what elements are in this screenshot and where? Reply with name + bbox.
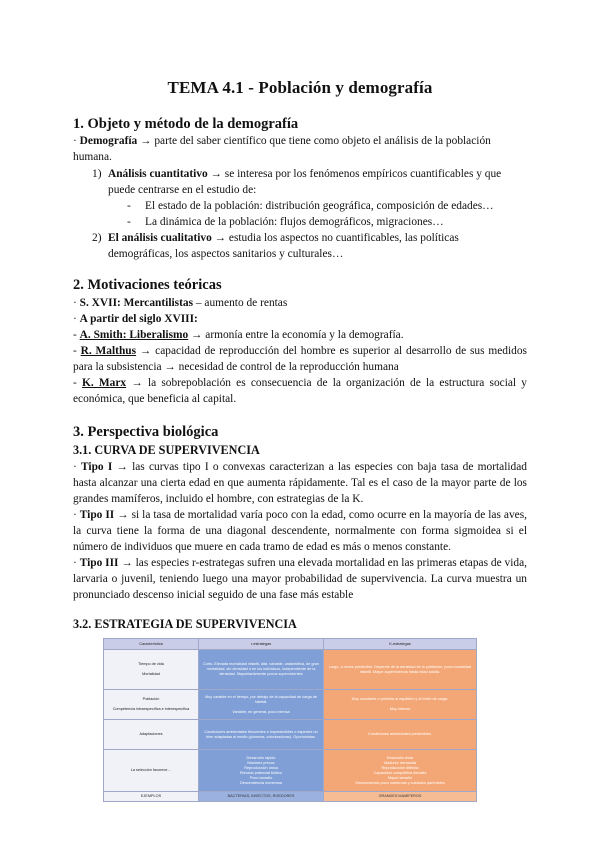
item-2-line1	[108, 230, 459, 246]
tipo-2-text: → si la tasa de mortalidad varía poco con la edad, como ocurre en la mayoría de las aves, la curva tiene la forma de una diagonal descendente, normalmente con forma sigmoidea si el número de individuos que muere en cada tramo de edad es más o menos constante.	[73, 509, 527, 553]
table-header-r: r-estrategas	[199, 639, 324, 650]
table-cell: Adaptaciones	[104, 720, 199, 750]
table-cell: Desarrollo lento Madurez retrasada Reproducción diferida Capacidad competitiva elevada Mayor tamaño Descendencia poco numerosa y cuidados parentales	[324, 750, 477, 792]
section-2-heading: 2. Motivaciones teóricas	[73, 277, 222, 293]
smith-text: → armonía entre la economía y la demografía.	[188, 329, 404, 341]
term-tipo-3: Tipo III	[79, 557, 119, 569]
table-row	[104, 750, 477, 792]
sub-item-1: El estado de la población: distribución geográfica, composición de edades…	[145, 200, 494, 212]
item-1-line1	[108, 166, 501, 182]
table-cell: Largo, a veces predecible. Depende de la densidad de la población; poca mortalidad infantil. Mayor supervivencia hasta edad adulta.	[324, 650, 477, 690]
mercantilistas-line: · S. XVII: Mercantilistas – aumento de rentas	[73, 297, 288, 309]
item-2-number: 2)	[92, 232, 102, 244]
term-tipo-1: Tipo I	[81, 461, 113, 473]
section-3-2-heading: 3.2. ESTRATEGIA DE SUPERVIVENCIA	[73, 617, 297, 631]
item-2-line2: demográficas, los aspectos sanitarios y culturales…	[108, 248, 344, 260]
siglo-xviii-line: · A partir del siglo XVIII:	[73, 313, 198, 325]
sub-item-2: La dinámica de la población: flujos demográficos, migraciones…	[145, 216, 444, 228]
term-siglo-xviii: A partir del siglo XVIII:	[79, 313, 198, 325]
section-1-heading: 1. Objeto y método de la demografía	[73, 116, 299, 132]
marx-paragraph: - K. Marx → la sobrepoblación es consecuencia de la organización de la estructura social y económica, que beneficia al capital.	[73, 377, 527, 405]
table-row	[104, 650, 477, 690]
page-title: TEMA 4.1 - Población y demografía	[167, 78, 433, 97]
table-cell: GRANDES MAMÍFEROS	[324, 792, 477, 802]
tipo-2-paragraph: · Tipo II → si la tasa de mortalidad varía poco con la edad, como ocurre en la mayoría de las aves, la curva tiene la forma de una diagonal descendente, normalmente con forma sigmoidea si el número de individuos que muere en cada tramo de edad es más o menos constante.	[73, 509, 527, 553]
tipo-3-paragraph: · Tipo III → las especies r-estrategas sufren una elevada mortalidad en las primeras etapas de vida, larvaria o juvenil, teniendo luego una mayor probabilidad de supervivencia. La curva muestra un pronunciado descenso inicial seguido de una fase más estable	[73, 557, 527, 601]
malthus-text: → capacidad de reproducción del hombre es superior al desarrollo de sus medidos para la subsistencia → necesidad de control de la reproducción humana	[73, 345, 527, 373]
table-cell: Corto. Elevada mortalidad infantil, alta, variable, catastrófica, de gran mortalidad, sin densidad o en los individuos, independiente de la densidad. Mayoritariamente pocos supervivientes	[199, 650, 324, 690]
tipo-1-paragraph: · Tipo I → las curvas tipo I o convexas caracterizan a las especies con baja tasa de mortalidad hasta alcanzar una cierta edad en que aumenta rápidamente. Tal es el caso de la mayor parte de los grandes mamíferos, incluido el hombre, con estrategias de la K.	[73, 461, 527, 505]
table-cell: Población Competencia intraespecífica e interespecífica	[104, 690, 199, 720]
table-header-k: K-estrategas	[324, 639, 477, 650]
term-marx: K. Marx	[82, 377, 127, 389]
term-analisis-cuantitativo: Análisis cuantitativo	[108, 168, 208, 180]
table-cell: Condiciones ambientales predecibles.	[324, 720, 477, 750]
item-2-text: → estudia los aspectos no cuantificables, las políticas	[211, 232, 459, 244]
table-cell: BACTERIAS, INSECTOS, ROEDORES	[199, 792, 324, 802]
term-tipo-2: Tipo II	[79, 509, 115, 521]
section-3-1-heading: 3.1. CURVA DE SUPERVIVENCIA	[73, 443, 260, 457]
demografia-text: → parte del saber científico que tiene como objeto el análisis de la población	[137, 135, 491, 147]
tipo-1-text: → las curvas tipo I o convexas caracterizan a las especies con baja tasa de mortalidad hasta alcanzar una cierta edad en que aumenta rápidamente. Tal es el caso de la mayor parte de los grandes mamíferos, incluido el hombre, con estrategias de la K.	[73, 461, 527, 505]
table-cell: Condiciones ambientales frecuentes e impredecibles o especies no bien adaptadas al medio (pioneras, colonizadoras). Oportunistas.	[199, 720, 324, 750]
table-cell: La selección favorece…	[104, 750, 199, 792]
demografia-definition-cont: humana.	[73, 151, 112, 163]
item-1-text: → se interesa por los fenómenos empíricos cuantificables y que	[207, 168, 502, 180]
tipo-3-text: → las especies r-estrategas sufren una elevada mortalidad en las primeras etapas de vida, larvaria o juvenil, teniendo luego una mayor probabilidad de supervivencia. La curva muestra un pronunciado descenso inicial seguido de una fase más estable	[73, 557, 527, 601]
demografia-definition: · Demografía → parte del saber científico que tiene como objeto el análisis de la población	[73, 135, 491, 147]
table-cell: Muy constante o próxima al equilibrio y al límite de carga. Muy intensa	[324, 690, 477, 720]
sub-item-1-dash: -	[127, 200, 131, 212]
term-smith: A. Smith: Liberalismo	[79, 329, 189, 341]
table-cell: Tiempo de vida Mortalidad	[104, 650, 199, 690]
term-mercantilistas: S. XVII: Mercantilistas	[79, 297, 194, 309]
term-malthus: R. Malthus	[80, 345, 137, 357]
table-cell: Muy variable en el tiempo, por debajo de la capacidad de carga de hábitat. Variable, en general, poco intensa	[199, 690, 324, 720]
term-analisis-cualitativo: El análisis cualitativo	[108, 232, 212, 244]
item-1-line2: puede centrarse en el estudio de:	[108, 184, 257, 196]
section-3-heading: 3. Perspectiva biológica	[73, 424, 219, 440]
marx-text: → la sobrepoblación es consecuencia de la organización de la estructura social y económica, que beneficia al capital.	[73, 377, 527, 405]
strategy-table	[103, 638, 477, 802]
table-row	[104, 720, 477, 750]
table-header-caracteristica: Característica	[104, 639, 199, 650]
table-row	[104, 792, 477, 802]
smith-line: - A. Smith: Liberalismo → armonía entre la economía y la demografía.	[73, 329, 404, 341]
malthus-paragraph: - R. Malthus → capacidad de reproducción del hombre es superior al desarrollo de sus medidos para la subsistencia → necesidad de control de la reproducción humana	[73, 345, 527, 373]
table-header-row	[104, 639, 477, 650]
table-row	[104, 690, 477, 720]
table-cell: EJEMPLOS	[104, 792, 199, 802]
term-demografia: Demografía	[79, 135, 138, 147]
item-1-number: 1)	[92, 168, 102, 180]
mercantilistas-text: – aumento de rentas	[193, 297, 288, 309]
sub-item-2-dash: -	[127, 216, 131, 228]
table-cell: Desarrollo rápido Madurez precoz Reproducción única Elevado potencial biótico Poco tamaño Descendencia numerosa	[199, 750, 324, 792]
